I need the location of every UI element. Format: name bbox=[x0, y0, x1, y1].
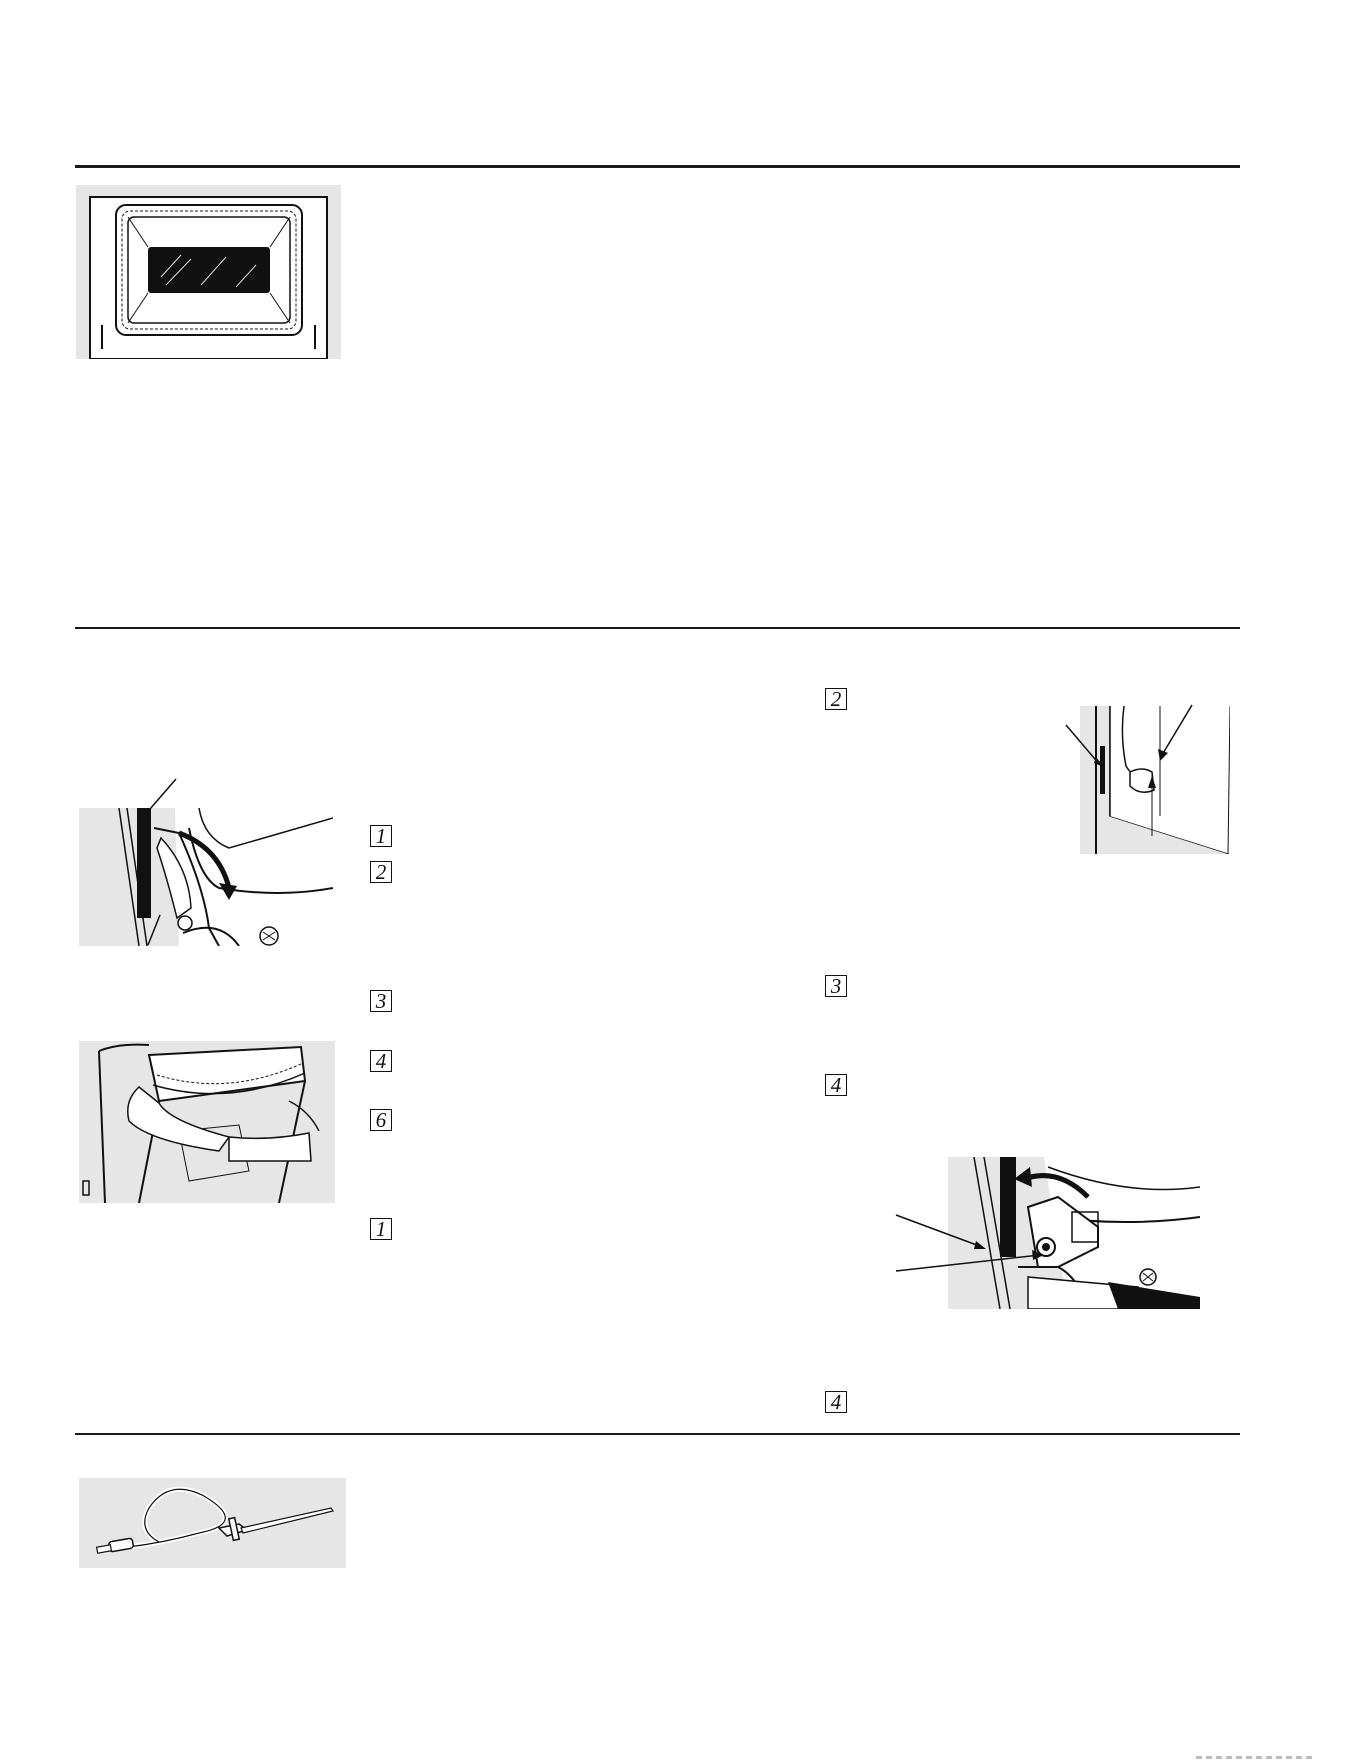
door-lift-removal-figure bbox=[79, 1041, 335, 1203]
step-box-1-second: 1 bbox=[370, 1218, 392, 1240]
section-rule-top bbox=[75, 165, 1240, 168]
oven-door-gasket-figure bbox=[76, 185, 341, 359]
hinge-reinstall-leader-lines bbox=[890, 1205, 1050, 1275]
section-rule-bottom bbox=[75, 1433, 1240, 1435]
step-box-2: 2 bbox=[370, 861, 392, 883]
section-rule-middle bbox=[75, 627, 1240, 629]
step-box-3: 3 bbox=[370, 990, 392, 1012]
hands-lifting-door-icon bbox=[79, 1041, 335, 1203]
hinge-slot-leader-lines bbox=[1060, 695, 1210, 775]
temperature-probe-icon bbox=[79, 1478, 346, 1568]
door-hinge-lock-figure bbox=[79, 808, 333, 946]
hinge-lever-icon bbox=[79, 808, 333, 946]
hinge-lock-leader-lines bbox=[130, 775, 190, 965]
meat-probe-figure bbox=[79, 1478, 346, 1568]
step-box-3-right: 3 bbox=[825, 975, 847, 997]
step-box-2-right: 2 bbox=[825, 688, 847, 710]
oven-door-window-icon bbox=[76, 185, 341, 359]
step-box-6: 6 bbox=[370, 1109, 392, 1131]
step-box-4-right-second: 4 bbox=[825, 1391, 847, 1413]
step-box-4: 4 bbox=[370, 1050, 392, 1072]
footer-mark bbox=[1196, 1756, 1316, 1759]
step-box-1: 1 bbox=[370, 825, 392, 847]
step-box-4-right: 4 bbox=[825, 1074, 847, 1096]
